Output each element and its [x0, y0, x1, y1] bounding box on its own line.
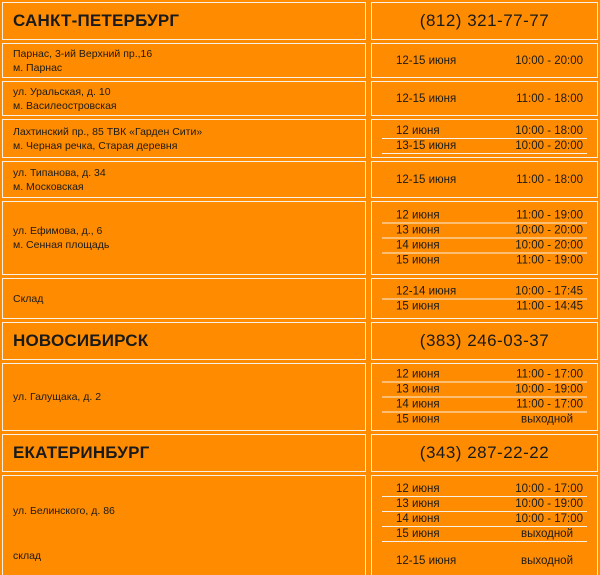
store-schedule-cell — [371, 475, 598, 575]
schedule-date: 13-15 июня — [396, 139, 457, 152]
store-schedule-cell — [371, 161, 598, 198]
schedule-date: 15 июня — [396, 254, 440, 267]
schedule-row — [382, 527, 587, 542]
schedule-hours: 11:00 - 18:00 — [516, 92, 583, 105]
schedule-row — [382, 54, 587, 68]
store-schedule-cell — [371, 81, 598, 116]
schedule-date: 12-15 июня — [396, 173, 457, 186]
schedule — [382, 92, 587, 106]
schedule-hours: выходной — [520, 555, 573, 567]
store-schedule-cell — [371, 43, 598, 78]
address-line: ул. Галущака, д. 2 — [13, 391, 102, 403]
schedule-row — [382, 124, 587, 139]
address-line: ул. Белинского, д. 86 — [13, 505, 115, 517]
schedule — [382, 482, 587, 568]
store-address — [13, 504, 359, 518]
schedule-hours: 11:00 - 17:00 — [516, 398, 583, 411]
schedule-row — [382, 398, 587, 413]
schedule-row — [382, 482, 587, 497]
address-line: ул. Ефимова, д., 6 — [13, 225, 103, 237]
store-address — [13, 549, 359, 563]
store-address-cell — [2, 161, 366, 198]
city-header-spb — [2, 2, 366, 40]
schedule-date: 12-15 июня — [396, 54, 457, 67]
store-address-cell — [2, 475, 366, 575]
schedule-hours: 11:00 - 19:00 — [516, 209, 583, 222]
address-line: склад — [13, 550, 42, 562]
schedule-hours: 10:00 - 17:00 — [515, 483, 583, 495]
city-name: ЕКАТЕРИНБУРГ — [13, 443, 150, 462]
city-name: САНКТ-ПЕТЕРБУРГ — [13, 11, 180, 30]
schedule-hours: выходной — [520, 528, 573, 540]
schedule — [382, 54, 587, 68]
store-schedule-cell — [371, 119, 598, 158]
metro-line: м. Сенная площадь — [13, 239, 110, 251]
schedule-hours: выходной — [520, 413, 573, 426]
store-address-cell — [2, 278, 366, 319]
schedule-hours: 11:00 - 18:00 — [516, 173, 583, 186]
schedule-row — [382, 368, 587, 383]
phone-cell-nsk — [371, 322, 598, 360]
schedule-hours: 10:00 - 20:00 — [515, 239, 583, 252]
schedule-row — [382, 284, 587, 299]
schedule-hours: 10:00 - 20:00 — [515, 139, 583, 152]
address-line: ул. Уральская, д. 10 — [13, 85, 111, 98]
address-line: ул. Типанова, д. 34 — [13, 166, 106, 179]
store-address — [13, 390, 359, 404]
metro-line: м. Парнас — [13, 61, 63, 74]
schedule — [382, 209, 587, 268]
schedule-hours: 10:00 - 18:00 — [515, 124, 583, 137]
schedule-date: 15 июня — [396, 300, 440, 312]
schedule-row — [382, 254, 587, 268]
schedule-date: 13 июня — [396, 224, 440, 237]
schedule-date: 12-14 июня — [396, 285, 457, 297]
store-address — [13, 292, 359, 306]
schedule — [382, 173, 587, 187]
schedule-date: 14 июня — [396, 239, 440, 252]
store-address — [13, 85, 359, 113]
store-address — [13, 47, 359, 75]
address-line: Склад — [13, 292, 44, 305]
schedule-date: 12-15 июня — [396, 555, 457, 567]
schedule — [382, 124, 587, 154]
schedule-date: 14 июня — [396, 513, 440, 525]
schedule-row — [382, 92, 587, 106]
schedule-row — [382, 224, 587, 239]
store-address — [13, 166, 359, 194]
schedule-date: 14 июня — [396, 398, 440, 411]
store-address-cell — [2, 201, 366, 275]
store-address — [13, 125, 359, 153]
schedule-hours: 10:00 - 17:45 — [515, 285, 583, 297]
schedule-hours: 11:00 - 17:00 — [516, 368, 583, 381]
schedule-row — [382, 383, 587, 398]
metro-line: м. Василеостровская — [13, 99, 117, 112]
store-address-cell — [2, 43, 366, 78]
schedule-row — [382, 497, 587, 512]
schedule-date: 13 июня — [396, 498, 440, 510]
schedule-date: 12 июня — [396, 124, 440, 137]
schedule-row — [382, 139, 587, 154]
phone-number[interactable]: (812) 321-77-77 — [419, 11, 550, 30]
schedule-date: 12 июня — [396, 209, 440, 222]
phone-cell-spb — [371, 2, 598, 40]
schedule-row — [382, 413, 587, 427]
address-line: Парнас, 3-ий Верхний пр.,16 — [13, 47, 153, 60]
store-address-cell — [2, 119, 366, 158]
store-address-cell — [2, 81, 366, 116]
address-line: Лахтинский пр., 85 ТВК «Гарден Сити» — [13, 125, 203, 138]
city-name: НОВОСИБИРСК — [13, 331, 149, 350]
schedule-row — [382, 512, 587, 527]
schedule-row — [382, 209, 587, 224]
phone-cell-ekb — [371, 434, 598, 472]
schedule-row — [382, 299, 587, 313]
schedule-date: 15 июня — [396, 413, 440, 426]
store-address — [13, 224, 359, 252]
phone-number[interactable]: (343) 287-22-22 — [419, 443, 550, 462]
schedule-row — [382, 239, 587, 254]
schedule-date: 12-15 июня — [396, 92, 457, 105]
schedule-date: 12 июня — [396, 483, 440, 495]
schedule-date: 12 июня — [396, 368, 440, 381]
schedule-row — [382, 173, 587, 187]
schedule-hours: 10:00 - 20:00 — [515, 54, 583, 67]
schedule-hours: 10:00 - 19:00 — [515, 498, 583, 510]
schedule-date: 15 июня — [396, 528, 440, 540]
schedule-hours: 10:00 - 17:00 — [515, 513, 583, 525]
schedule-date: 13 июня — [396, 383, 440, 396]
schedule — [382, 284, 587, 313]
city-header-nsk — [2, 322, 366, 360]
store-schedule-cell — [371, 363, 598, 431]
city-header-ekb — [2, 434, 366, 472]
schedule — [382, 368, 587, 427]
spacer — [382, 542, 587, 554]
metro-line: м. Московская — [13, 180, 84, 193]
schedule-hours: 11:00 - 19:00 — [516, 254, 583, 267]
phone-number[interactable]: (383) 246-03-37 — [419, 331, 550, 350]
store-schedule-cell — [371, 201, 598, 275]
store-address-cell — [2, 363, 366, 431]
metro-line: м. Черная речка, Старая деревня — [13, 139, 178, 152]
store-schedule-cell — [371, 278, 598, 319]
schedule-row — [382, 554, 587, 568]
schedule-hours: 10:00 - 19:00 — [515, 383, 583, 396]
schedule-hours: 11:00 - 14:45 — [516, 300, 583, 312]
schedule-hours: 10:00 - 20:00 — [515, 224, 583, 237]
